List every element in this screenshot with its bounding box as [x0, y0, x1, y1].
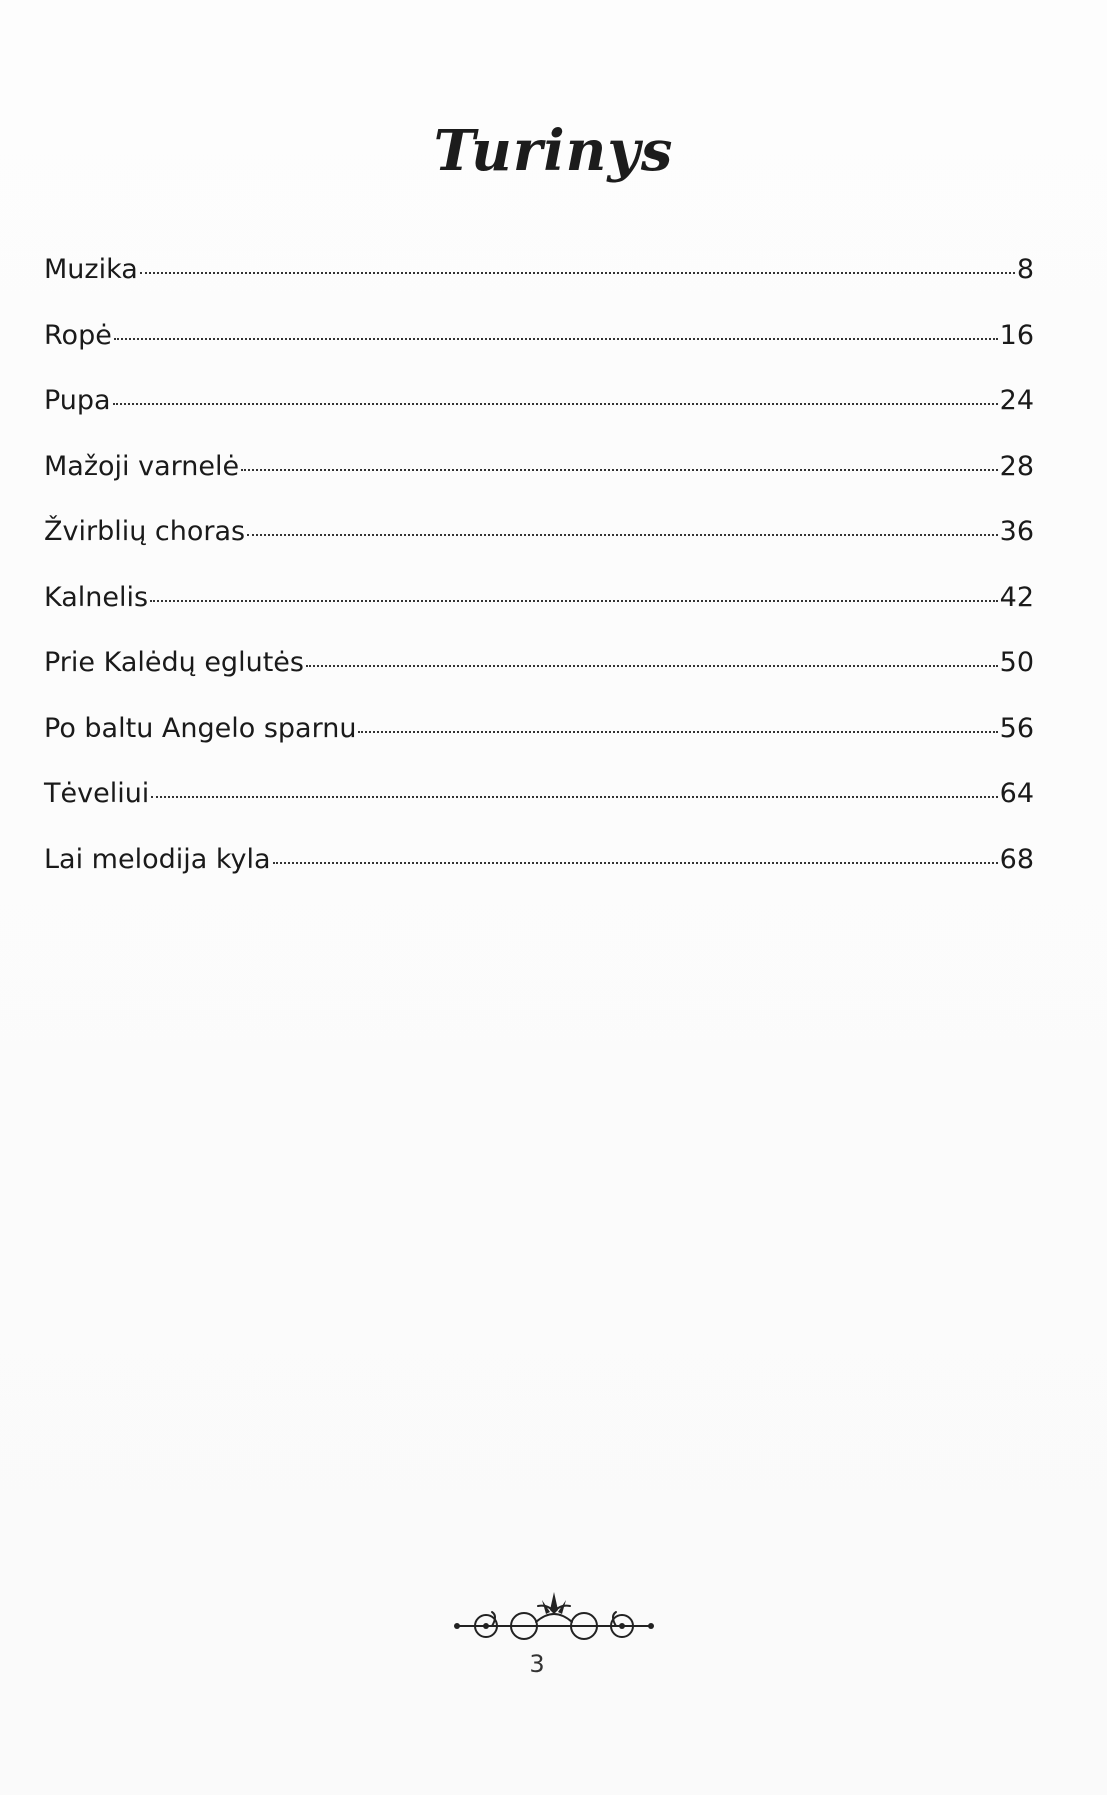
toc-entry-title: Kalnelis	[44, 581, 149, 613]
toc-entry-title: Lai melodija kyla	[44, 843, 271, 875]
toc-entry	[44, 320, 1034, 386]
toc-entry-page: 56	[999, 712, 1034, 744]
dot-leader	[247, 534, 998, 536]
toc-entry-page: 42	[999, 581, 1034, 613]
toc-entry	[44, 778, 1034, 844]
toc-entry-page: 68	[999, 843, 1034, 875]
dot-leader	[140, 272, 1015, 274]
toc-entry-page: 36	[999, 516, 1034, 547]
table-of-contents	[44, 254, 1034, 909]
toc-entry	[44, 647, 1034, 713]
toc-entry	[44, 516, 1034, 582]
toc-entry	[44, 254, 1034, 320]
toc-entry-title: Po baltu Angelo sparnu	[44, 712, 357, 744]
toc-entry-title: Pupa	[44, 385, 111, 416]
dot-leader	[151, 796, 997, 798]
dot-leader	[150, 600, 998, 602]
dot-leader	[273, 862, 998, 864]
toc-entry	[44, 844, 1034, 910]
toc-entry	[44, 385, 1034, 451]
toc-entry-title: Ropė	[44, 319, 112, 351]
toc-entry-page: 50	[999, 647, 1034, 678]
dot-leader	[306, 665, 998, 667]
toc-entry	[44, 582, 1034, 648]
dot-leader	[113, 403, 998, 405]
toc-entry-page: 16	[999, 319, 1034, 351]
toc-entry	[44, 713, 1034, 779]
dot-leader	[114, 338, 998, 340]
toc-entry-title: Mažoji varnelė	[44, 450, 240, 482]
toc-entry-page: 28	[999, 450, 1034, 482]
toc-entry-title: Prie Kalėdų eglutės	[44, 647, 304, 678]
toc-entry-title: Muzika	[44, 254, 138, 285]
toc-entry-page: 64	[999, 778, 1034, 809]
dot-leader	[358, 731, 997, 733]
toc-entry-title: Žvirblių choras	[44, 516, 246, 547]
toc-entry-title: Tėveliui	[44, 778, 150, 809]
toc-entry-page: 8	[1016, 254, 1034, 285]
dot-leader	[241, 469, 998, 471]
page-title: Turinys	[433, 117, 674, 184]
scroll-ornament-icon	[452, 1588, 656, 1640]
page-number: 3	[529, 1650, 545, 1678]
toc-entry-page: 24	[999, 385, 1034, 416]
toc-entry	[44, 451, 1034, 517]
